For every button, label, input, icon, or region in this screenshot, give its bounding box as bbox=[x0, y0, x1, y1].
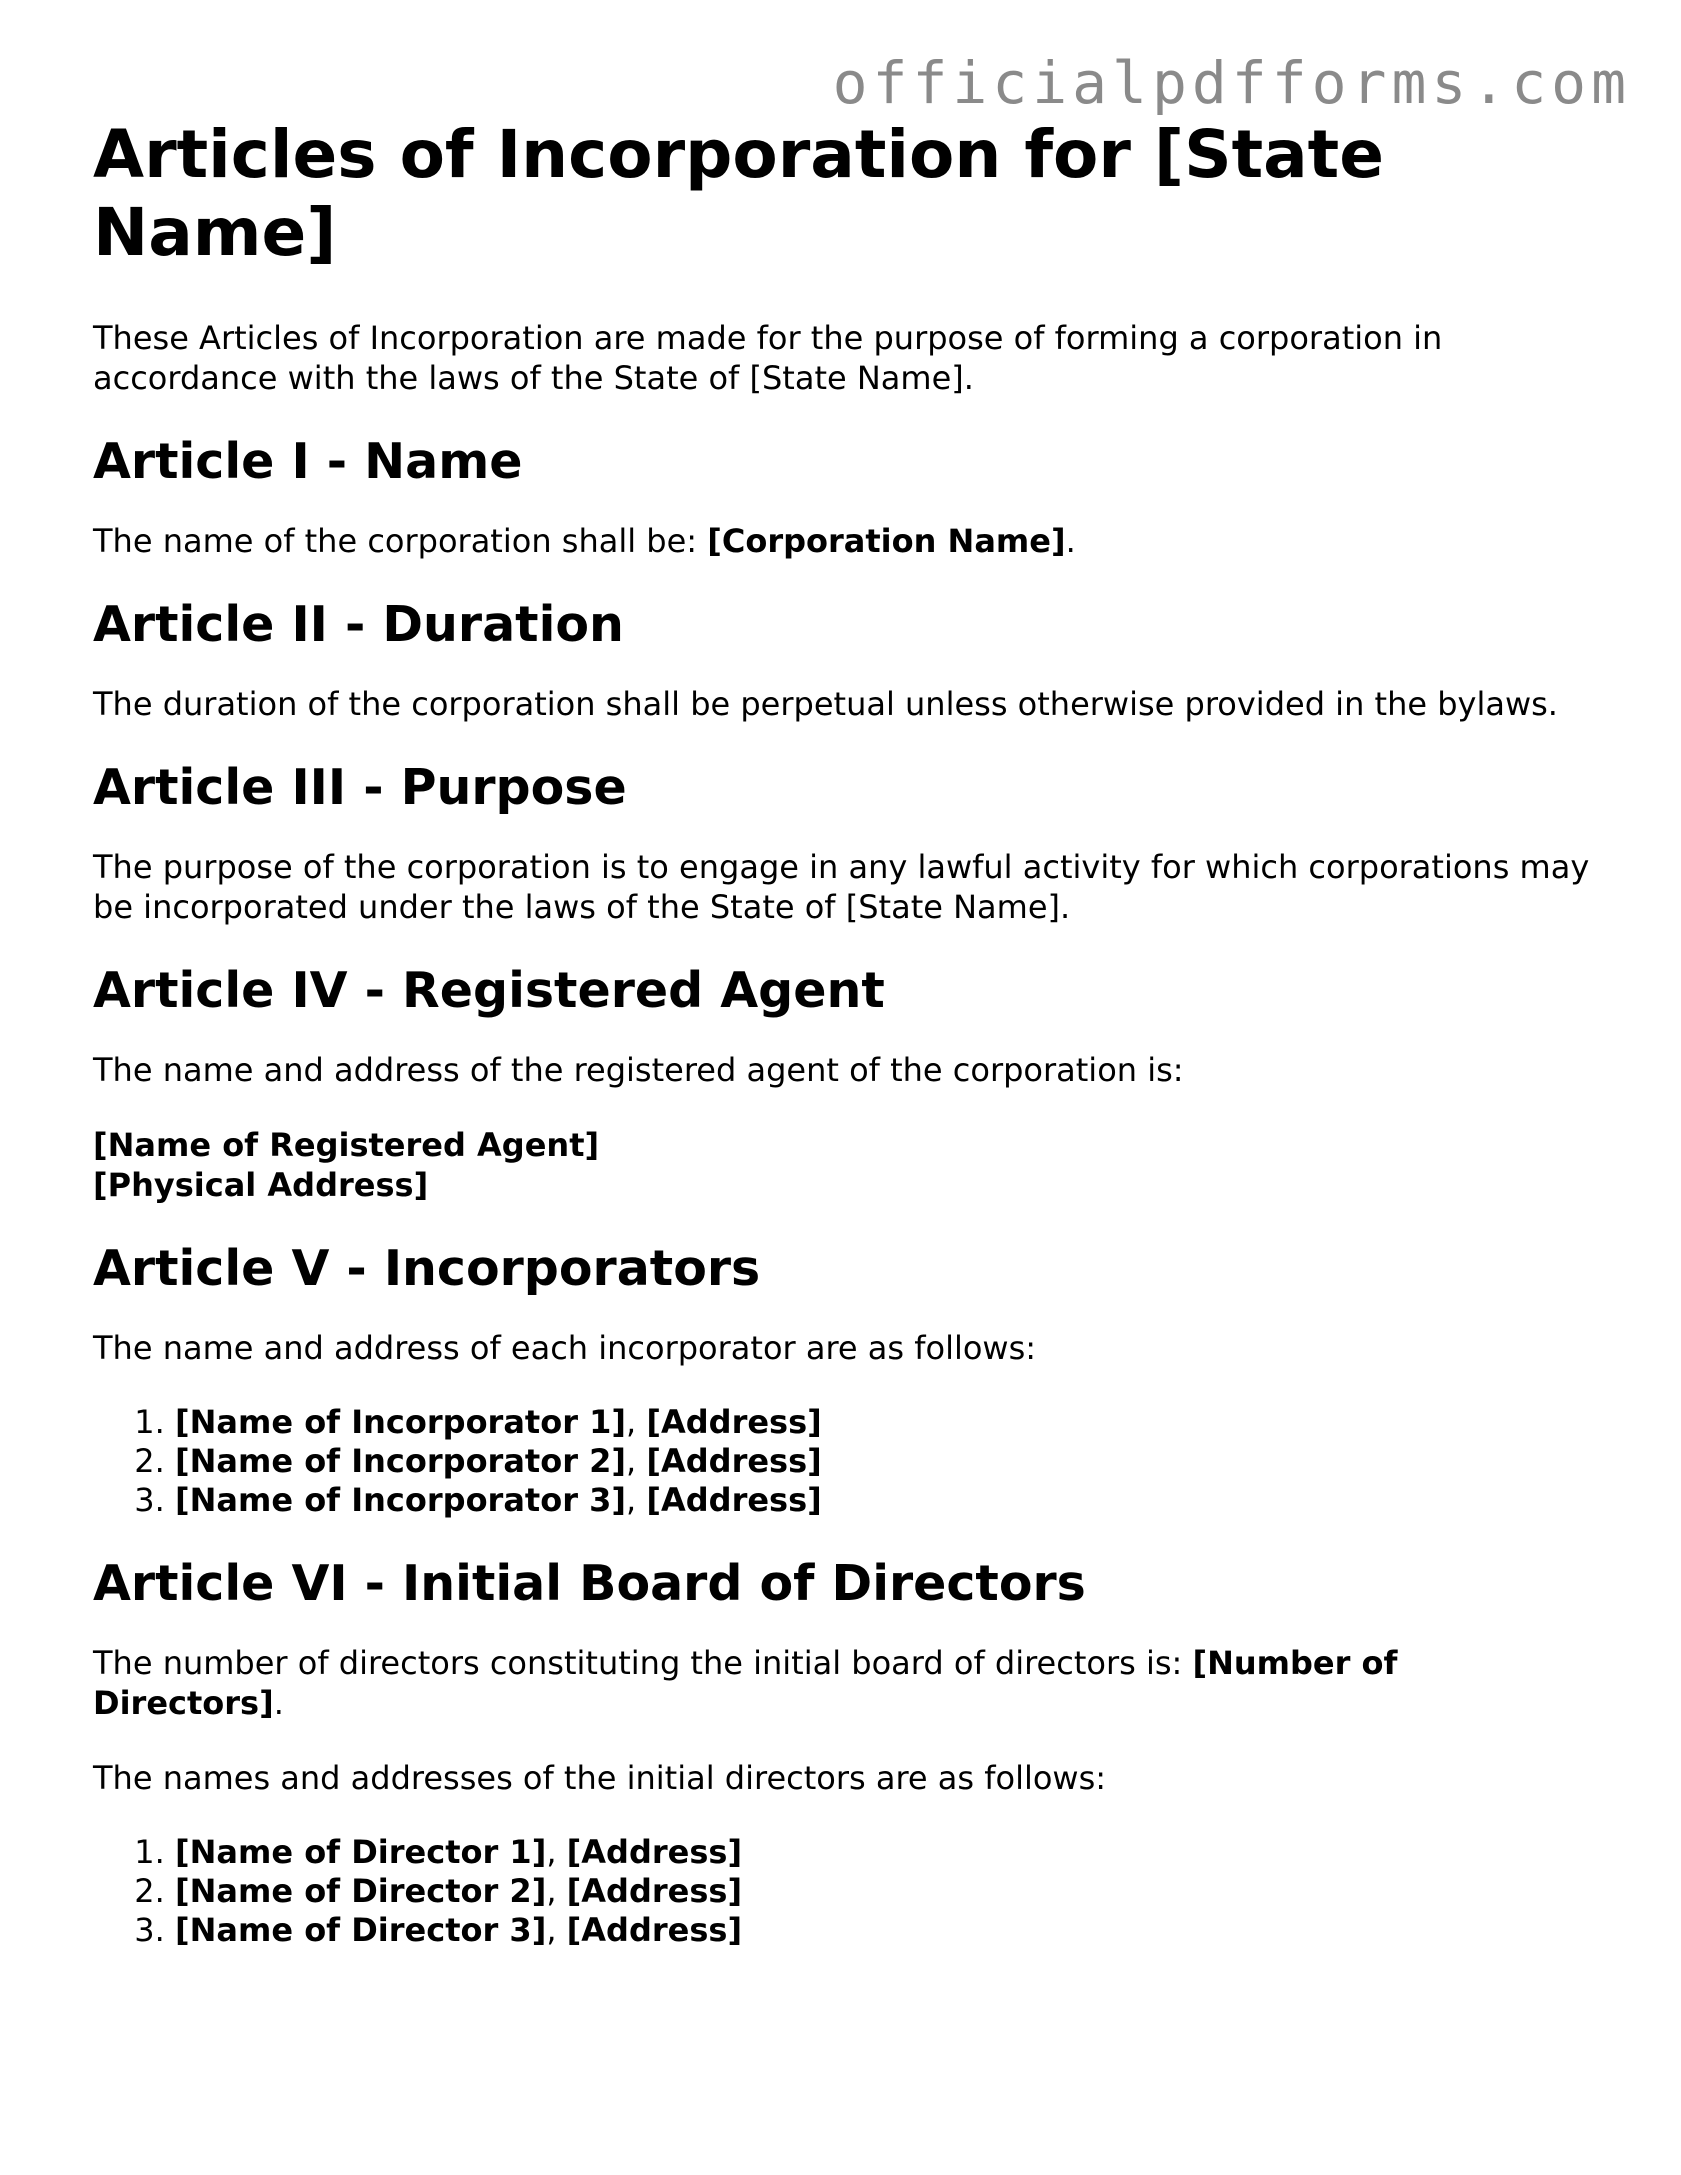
separator: , bbox=[626, 1442, 647, 1480]
article-4-text: The name and address of the registered agent of the corporation is: bbox=[93, 1051, 1184, 1089]
registered-agent-name: [Name of Registered Agent] bbox=[93, 1126, 600, 1164]
director-name: [Name of Director 3] bbox=[175, 1911, 547, 1949]
registered-agent-block bbox=[93, 1125, 1593, 1205]
article-6-heading: Article VI - Initial Board of Directors bbox=[93, 1555, 1086, 1612]
separator: , bbox=[546, 1833, 567, 1871]
incorporator-name: [Name of Incorporator 1] bbox=[175, 1403, 627, 1441]
article-5-text: The name and address of each incorporator are as follows: bbox=[93, 1329, 1037, 1367]
incorporators-list bbox=[93, 1403, 1593, 1520]
director-name: [Name of Director 1] bbox=[175, 1833, 547, 1871]
article-5-heading: Article V - Incorporators bbox=[93, 1240, 761, 1297]
corporation-name-field: [Corporation Name] bbox=[707, 522, 1066, 560]
list-item bbox=[175, 1872, 1593, 1911]
article-6-text-prefix: The number of directors constituting the initial board of directors is: bbox=[93, 1644, 1193, 1682]
article-6-text-suffix: . bbox=[273, 1684, 284, 1722]
director-name: [Name of Director 2] bbox=[175, 1872, 547, 1910]
separator: , bbox=[546, 1911, 567, 1949]
article-2-text: The duration of the corporation shall be perpetual unless otherwise provided in the bylaws. bbox=[93, 685, 1558, 723]
incorporator-name: [Name of Incorporator 3] bbox=[175, 1481, 627, 1519]
article-3-text: The purpose of the corporation is to engage in any lawful activity for which corporations may be incorporated under the laws of the State of [State Name]. bbox=[93, 848, 1590, 926]
article-1-heading: Article I - Name bbox=[93, 433, 523, 490]
incorporator-address: [Address] bbox=[646, 1403, 822, 1441]
list-item bbox=[175, 1833, 1593, 1872]
separator: , bbox=[546, 1872, 567, 1910]
director-address: [Address] bbox=[566, 1872, 743, 1910]
separator: , bbox=[626, 1403, 647, 1441]
incorporator-address: [Address] bbox=[646, 1442, 822, 1480]
incorporator-address: [Address] bbox=[646, 1481, 822, 1519]
list-item bbox=[175, 1442, 1593, 1481]
watermark: officialpdfforms.com bbox=[832, 49, 1631, 117]
article-6-text bbox=[93, 1643, 1593, 1723]
article-2-heading: Article II - Duration bbox=[93, 596, 624, 653]
directors-list bbox=[93, 1833, 1593, 1950]
director-address: [Address] bbox=[566, 1833, 743, 1871]
incorporator-name: [Name of Incorporator 2] bbox=[175, 1442, 627, 1480]
document-title: Articles of Incorporation for [State Name] bbox=[93, 116, 1384, 271]
intro-paragraph: These Articles of Incorporation are made for the purpose of forming a corporation in accordance with the laws of the State of [State Name]. bbox=[93, 319, 1443, 397]
article-4-heading: Article IV - Registered Agent bbox=[93, 962, 885, 1019]
director-address: [Address] bbox=[566, 1911, 743, 1949]
article-1-text-prefix: The name of the corporation shall be: bbox=[93, 522, 708, 560]
document-page bbox=[93, 116, 1593, 1985]
article-1-text-suffix: . bbox=[1065, 522, 1076, 560]
list-item bbox=[175, 1911, 1593, 1950]
article-6-text-2: The names and addresses of the initial directors are as follows: bbox=[93, 1759, 1107, 1797]
number-of-directors-field: [Number of Directors] bbox=[93, 1644, 1398, 1722]
list-item bbox=[175, 1481, 1593, 1520]
separator: , bbox=[626, 1481, 647, 1519]
list-item bbox=[175, 1403, 1593, 1442]
registered-agent-address: [Physical Address] bbox=[93, 1166, 429, 1204]
article-3-heading: Article III - Purpose bbox=[93, 759, 627, 816]
article-1-text bbox=[93, 521, 1593, 561]
